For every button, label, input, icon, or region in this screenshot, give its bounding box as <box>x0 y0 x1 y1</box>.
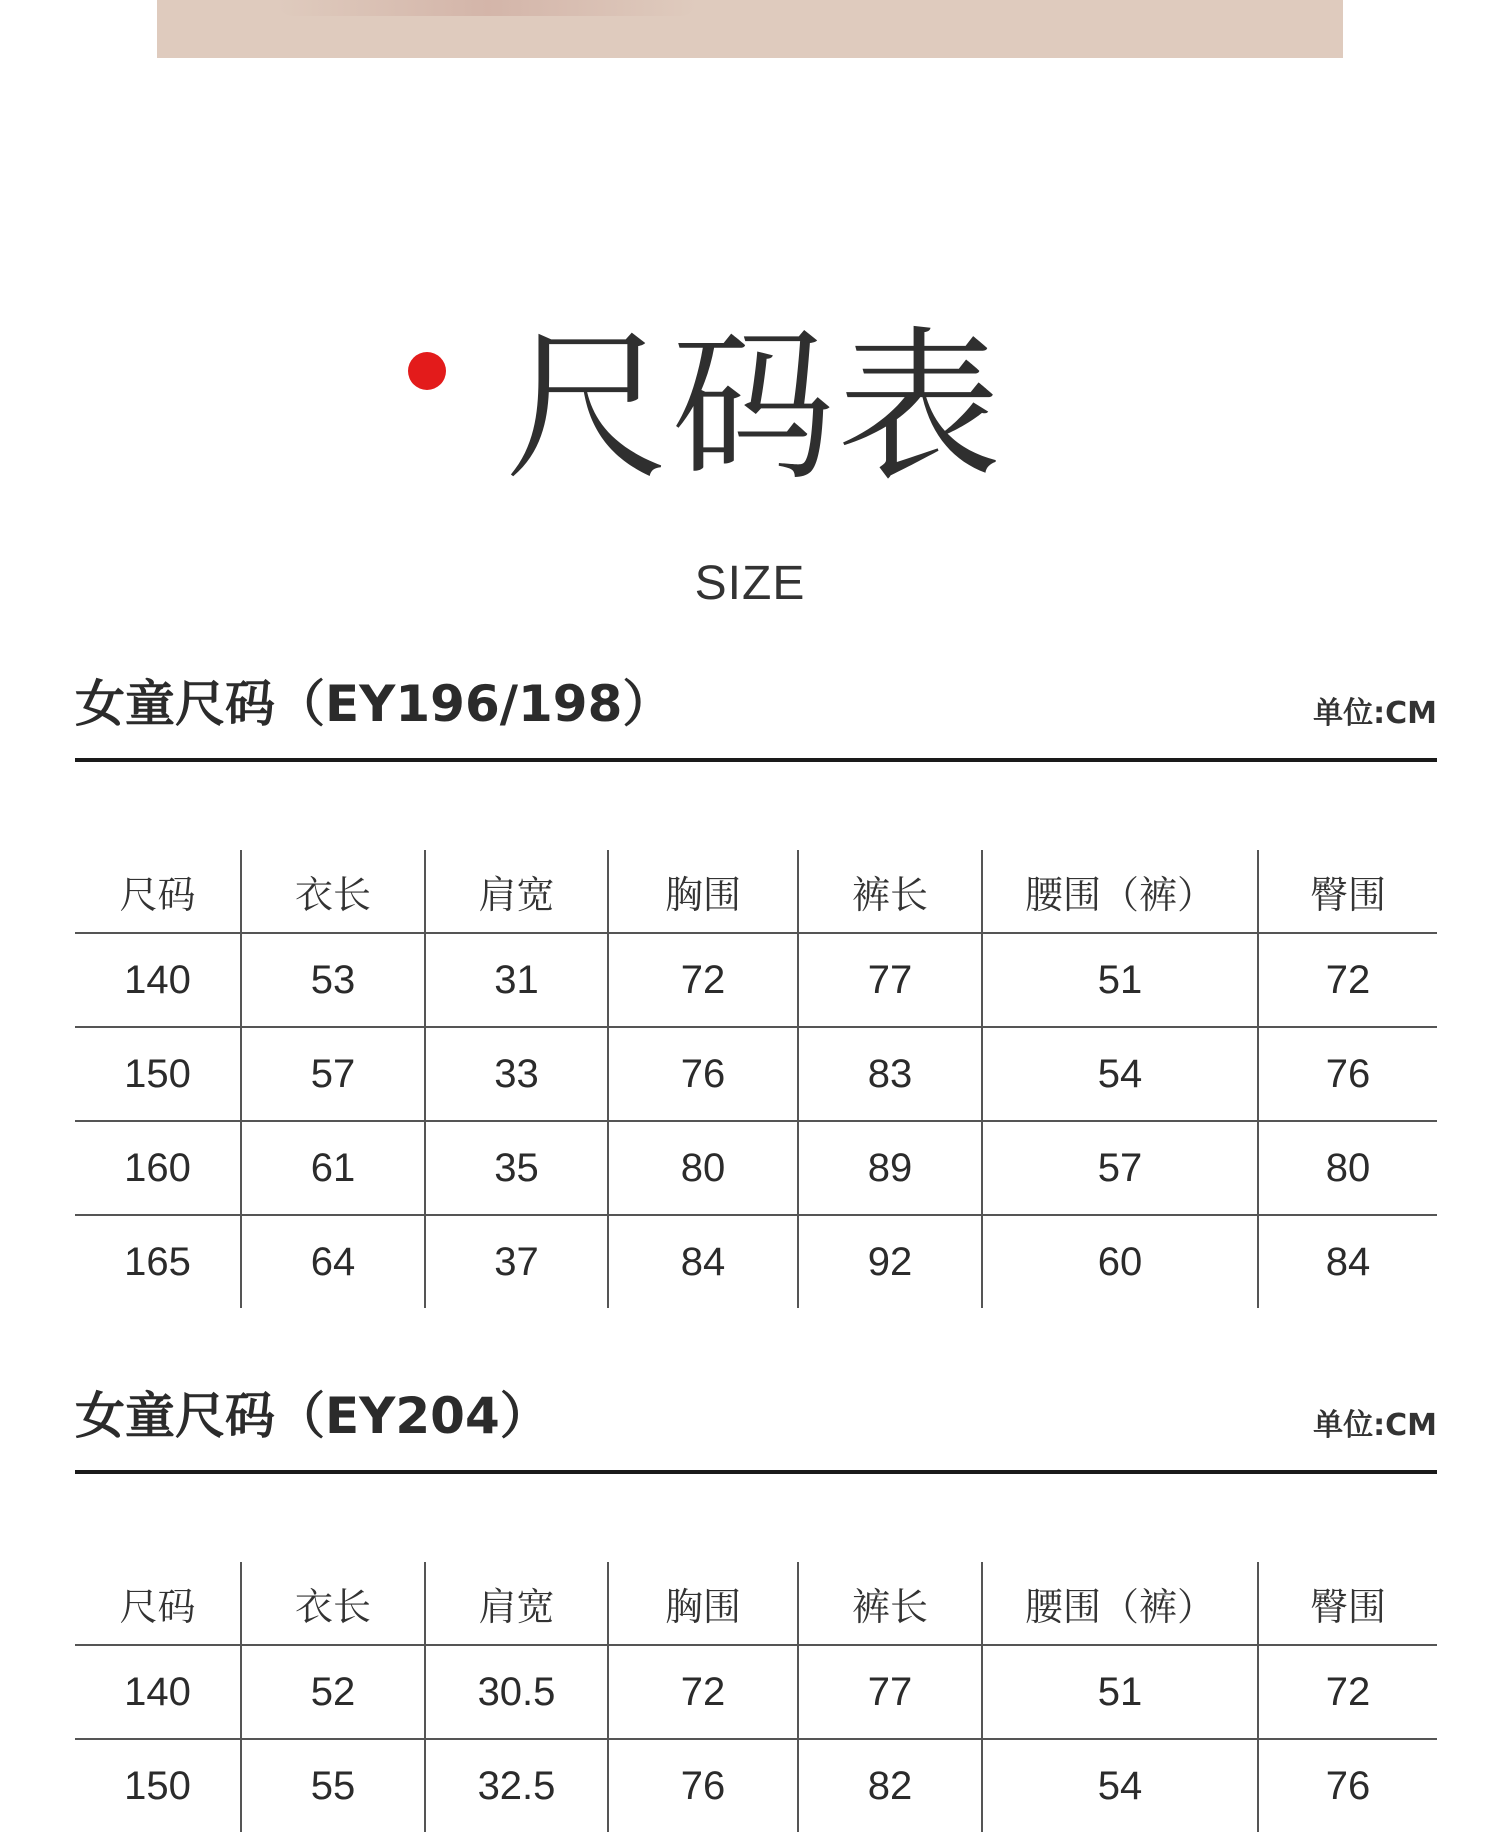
table-cell: 84 <box>1258 1215 1437 1308</box>
table-cell: 52 <box>241 1645 425 1739</box>
table-row <box>75 1645 1437 1739</box>
table-cell: 37 <box>425 1215 608 1308</box>
column-header: 腰围（裤） <box>982 1562 1258 1645</box>
column-header: 臀围 <box>1258 850 1437 933</box>
top-banner-image <box>157 0 1343 58</box>
column-header: 裤长 <box>798 850 982 933</box>
table-row <box>75 933 1437 1027</box>
table-cell: 32.5 <box>425 1739 608 1832</box>
table-cell: 53 <box>241 933 425 1027</box>
table-cell: 80 <box>608 1121 798 1215</box>
column-header: 尺码 <box>75 1562 241 1645</box>
table-cell: 76 <box>608 1739 798 1832</box>
table-cell: 33 <box>425 1027 608 1121</box>
column-header: 胸围 <box>608 850 798 933</box>
banner-shadow <box>277 0 697 16</box>
column-header: 肩宽 <box>425 850 608 933</box>
unit-label: 单位:CM <box>1313 696 1437 731</box>
table-cell: 150 <box>124 1763 191 1808</box>
table-row <box>75 1215 1437 1308</box>
table-cell: 72 <box>608 933 798 1027</box>
table-cell: 57 <box>241 1027 425 1121</box>
column-header: 胸围 <box>608 1562 798 1645</box>
section-title: 女童尺码（EY196/198） <box>75 675 673 733</box>
table-cell: 89 <box>798 1121 982 1215</box>
size-section-ey204 <box>75 1384 1437 1808</box>
table-cell: 77 <box>798 933 982 1027</box>
table-cell: 60 <box>982 1215 1258 1308</box>
table-cell: 83 <box>798 1027 982 1121</box>
table-cell: 55 <box>241 1739 425 1832</box>
size-table <box>75 850 1437 1308</box>
table-cell: 35 <box>425 1121 608 1215</box>
table-cell: 30.5 <box>425 1645 608 1739</box>
table-cell: 92 <box>798 1215 982 1308</box>
size-section-ey196-198 <box>75 672 1437 1284</box>
table-cell: 31 <box>425 933 608 1027</box>
table-cell: 72 <box>608 1645 798 1739</box>
column-header: 臀围 <box>1258 1562 1437 1645</box>
table-cell: 57 <box>982 1121 1258 1215</box>
table-cell: 84 <box>608 1215 798 1308</box>
red-dot-icon <box>408 352 446 390</box>
table-cell: 76 <box>608 1027 798 1121</box>
table-row <box>75 1027 1437 1121</box>
table-cell: 140 <box>75 933 241 1027</box>
table-cell: 82 <box>798 1739 982 1832</box>
column-header: 裤长 <box>798 1562 982 1645</box>
table-cell: 72 <box>1258 1645 1437 1739</box>
column-header: 肩宽 <box>425 1562 608 1645</box>
column-header: 腰围（裤） <box>982 850 1258 933</box>
table-cell: 76 <box>1258 1027 1437 1121</box>
table-cell: 165 <box>124 1239 191 1284</box>
table-cell: 160 <box>75 1121 241 1215</box>
table-cell: 72 <box>1258 933 1437 1027</box>
column-header: 衣长 <box>241 850 425 933</box>
column-header: 衣长 <box>241 1562 425 1645</box>
table-cell: 64 <box>241 1215 425 1308</box>
section-header <box>75 1384 1437 1474</box>
section-title: 女童尺码（EY204） <box>75 1387 550 1445</box>
page-subtitle: SIZE <box>694 557 806 610</box>
table-cell: 150 <box>75 1027 241 1121</box>
table-cell: 80 <box>1258 1121 1437 1215</box>
size-table <box>75 1562 1437 1832</box>
table-row <box>75 1739 1437 1832</box>
table-row <box>75 1121 1437 1215</box>
table-header-row <box>75 850 1437 933</box>
table-header-row <box>75 1562 1437 1645</box>
table-cell: 140 <box>75 1645 241 1739</box>
table-cell: 76 <box>1258 1739 1437 1832</box>
column-header: 尺码 <box>75 850 241 933</box>
page-title: 尺码表 <box>505 312 1004 503</box>
unit-label: 单位:CM <box>1313 1408 1437 1443</box>
table-cell: 61 <box>241 1121 425 1215</box>
table-cell: 54 <box>982 1027 1258 1121</box>
table-cell: 54 <box>982 1739 1258 1832</box>
section-header <box>75 672 1437 762</box>
table-cell: 77 <box>798 1645 982 1739</box>
table-cell: 51 <box>982 933 1258 1027</box>
table-cell: 51 <box>982 1645 1258 1739</box>
